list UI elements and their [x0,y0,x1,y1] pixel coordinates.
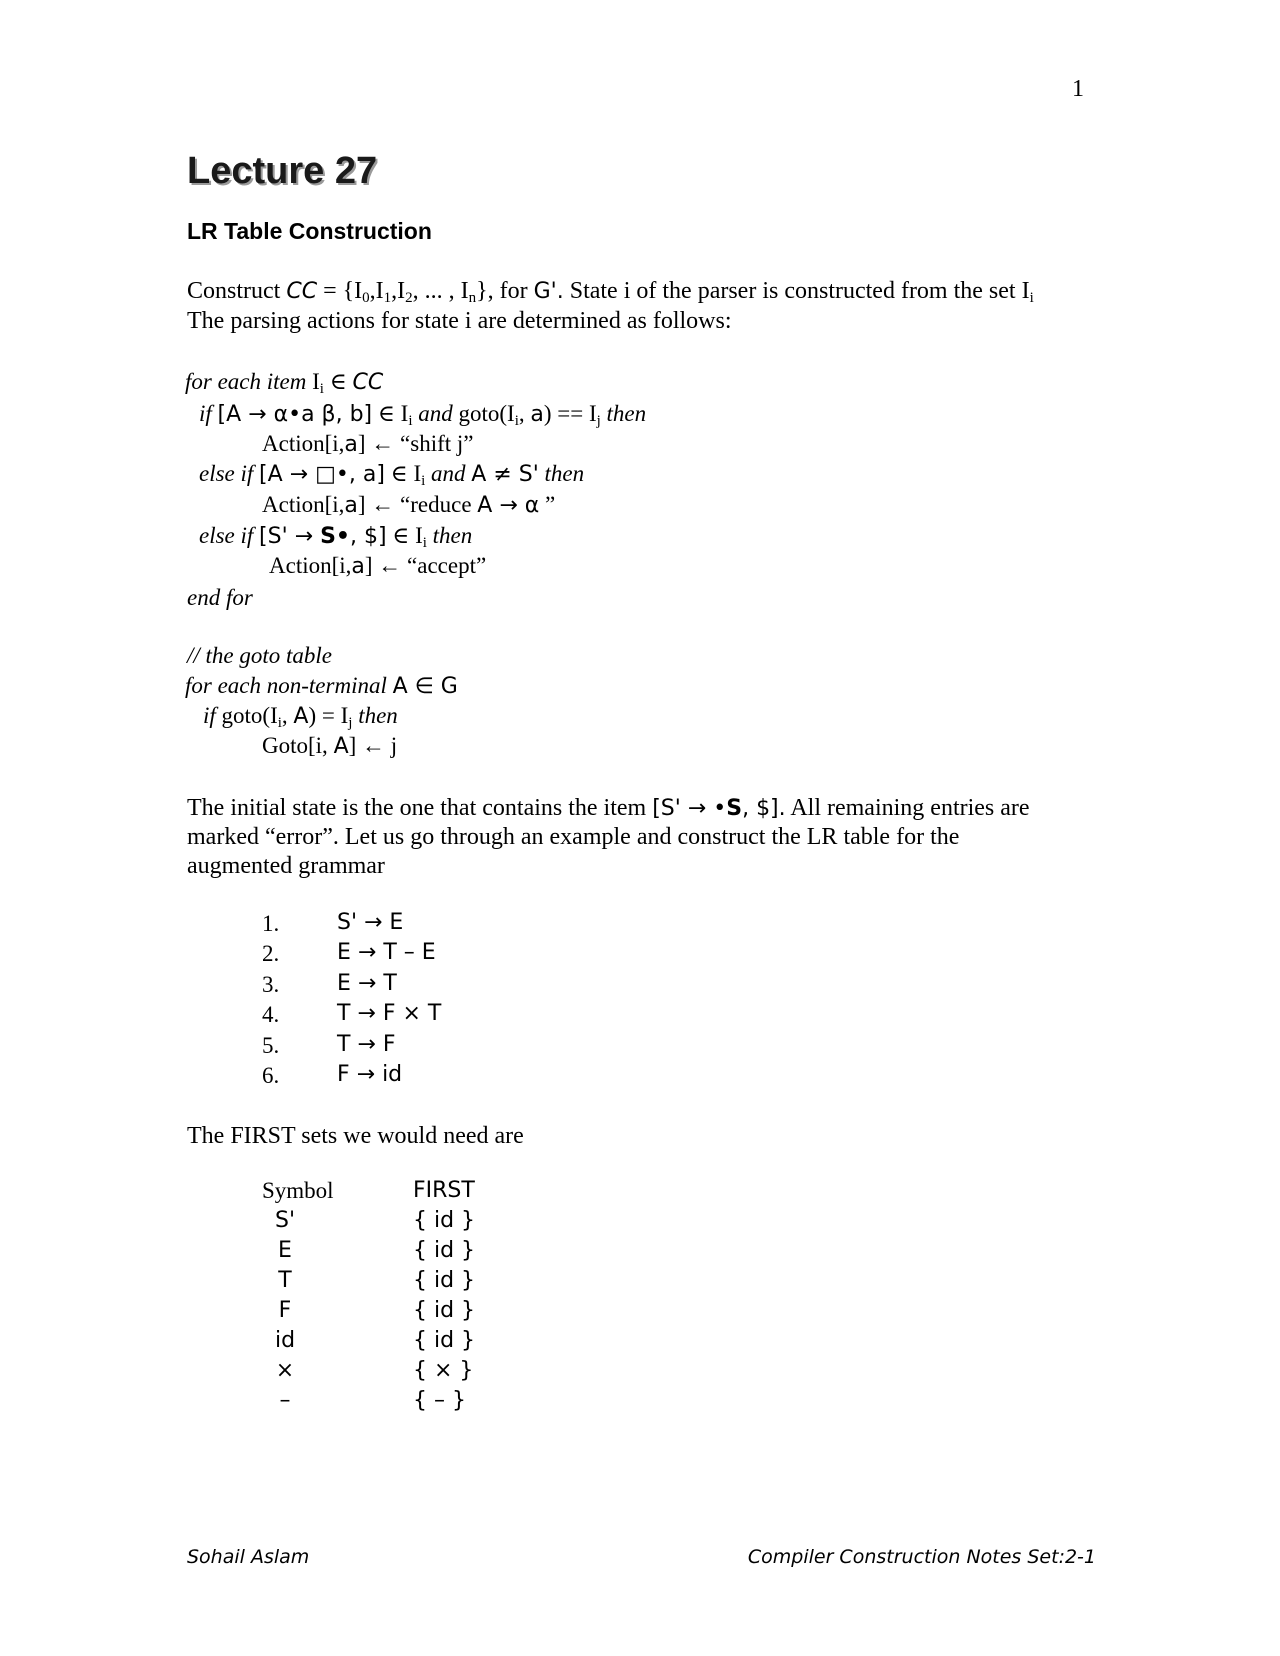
table-cell-symbol: id [274,1328,296,1353]
goto-line-assign: Goto[i, A] ← j [262,733,398,759]
footer-course: Compiler Construction Notes Set:2-1 [747,1546,1096,1568]
algo-line-action-accept: Action[i,a] ← “accept” [269,553,487,579]
table-cell-first: { id } [413,1208,476,1233]
footer-author: Sohail Aslam [187,1546,310,1568]
intro-line-2: The parsing actions for state i are determined as follows: [187,308,732,334]
grammar-rule-number: 5. [262,1033,280,1058]
algo-line-for-each: for each item $I_i$ ∈ CC [185,369,384,397]
initial-line-3: augmented grammar [187,853,385,879]
table-cell-first: { id } [413,1328,476,1353]
algo-line-end-for: end for [187,585,253,610]
table-cell-first: { id } [413,1298,476,1323]
table-cell-first: { id } [413,1238,476,1263]
grammar-rule-number: 4. [262,1002,280,1027]
table-cell-symbol: × [275,1358,295,1383]
goto-comment: // the goto table [187,643,333,668]
grammar-rule: E → T [337,971,397,996]
table-cell-first: { – } [413,1388,466,1413]
table-cell-symbol: T [278,1268,292,1293]
table-cell-symbol: S' [274,1208,295,1233]
grammar-rule: T → F [337,1032,396,1057]
grammar-rule-number: 2. [262,941,280,966]
initial-line-1: The initial state is the one that contains the item [S' → •S, $]. All remaining entries are [187,795,1030,821]
grammar-rule-number: 6. [262,1063,280,1088]
grammar-rule: S' → E [337,910,404,935]
table-header-symbol: Symbol [262,1178,334,1203]
section-heading: LR Table Construction [187,218,432,244]
intro-line-1: Construct CC = {$I_0,I_1,I_2$, ... , $I_n$}, for G'. State i of the parser is constructed from the set $I_i$ [187,278,1034,306]
table-cell-first: { id } [413,1268,476,1293]
grammar-rule: E → T – E [337,940,436,965]
table-cell-symbol: F [278,1298,292,1323]
grammar-rule-number: 1. [262,911,280,936]
page-number: 1 [1072,76,1084,102]
algo-line-else-if-accept: else if [S' → S•, $] ∈ $I_i$ then [199,523,473,551]
goto-line-for-each: for each non-terminal A ∈ G [185,673,458,699]
algo-line-action-reduce: Action[i,a] ← “reduce A → α ” [262,492,556,518]
initial-line-2: marked “error”. Let us go through an example and construct the LR table for the [187,824,960,850]
grammar-rule-number: 3. [262,972,280,997]
algo-line-else-if-reduce: else if [A → □•, a] ∈ $I_i$ and A ≠ S' then [199,461,585,489]
table-cell-symbol: E [278,1238,292,1263]
table-cell-first: { × } [413,1358,474,1383]
lecture-title: Lecture 27 [187,150,378,192]
algo-line-action-shift: Action[i,a] ← “shift j” [262,431,474,457]
goto-line-if: if $goto(I_i$, $A) = I_j$ then [203,703,398,731]
grammar-rule: T → F × T [337,1001,442,1026]
algo-line-if-shift: if [A → α•a β, b] ∈ $I_i$ and $goto(I_i$, $a) == I_j$ then [199,401,647,429]
grammar-rule: F → id [337,1062,403,1087]
table-cell-symbol: – [279,1388,291,1413]
table-header-first: FIRST [413,1178,475,1203]
first-intro: The FIRST sets we would need are [187,1123,524,1149]
